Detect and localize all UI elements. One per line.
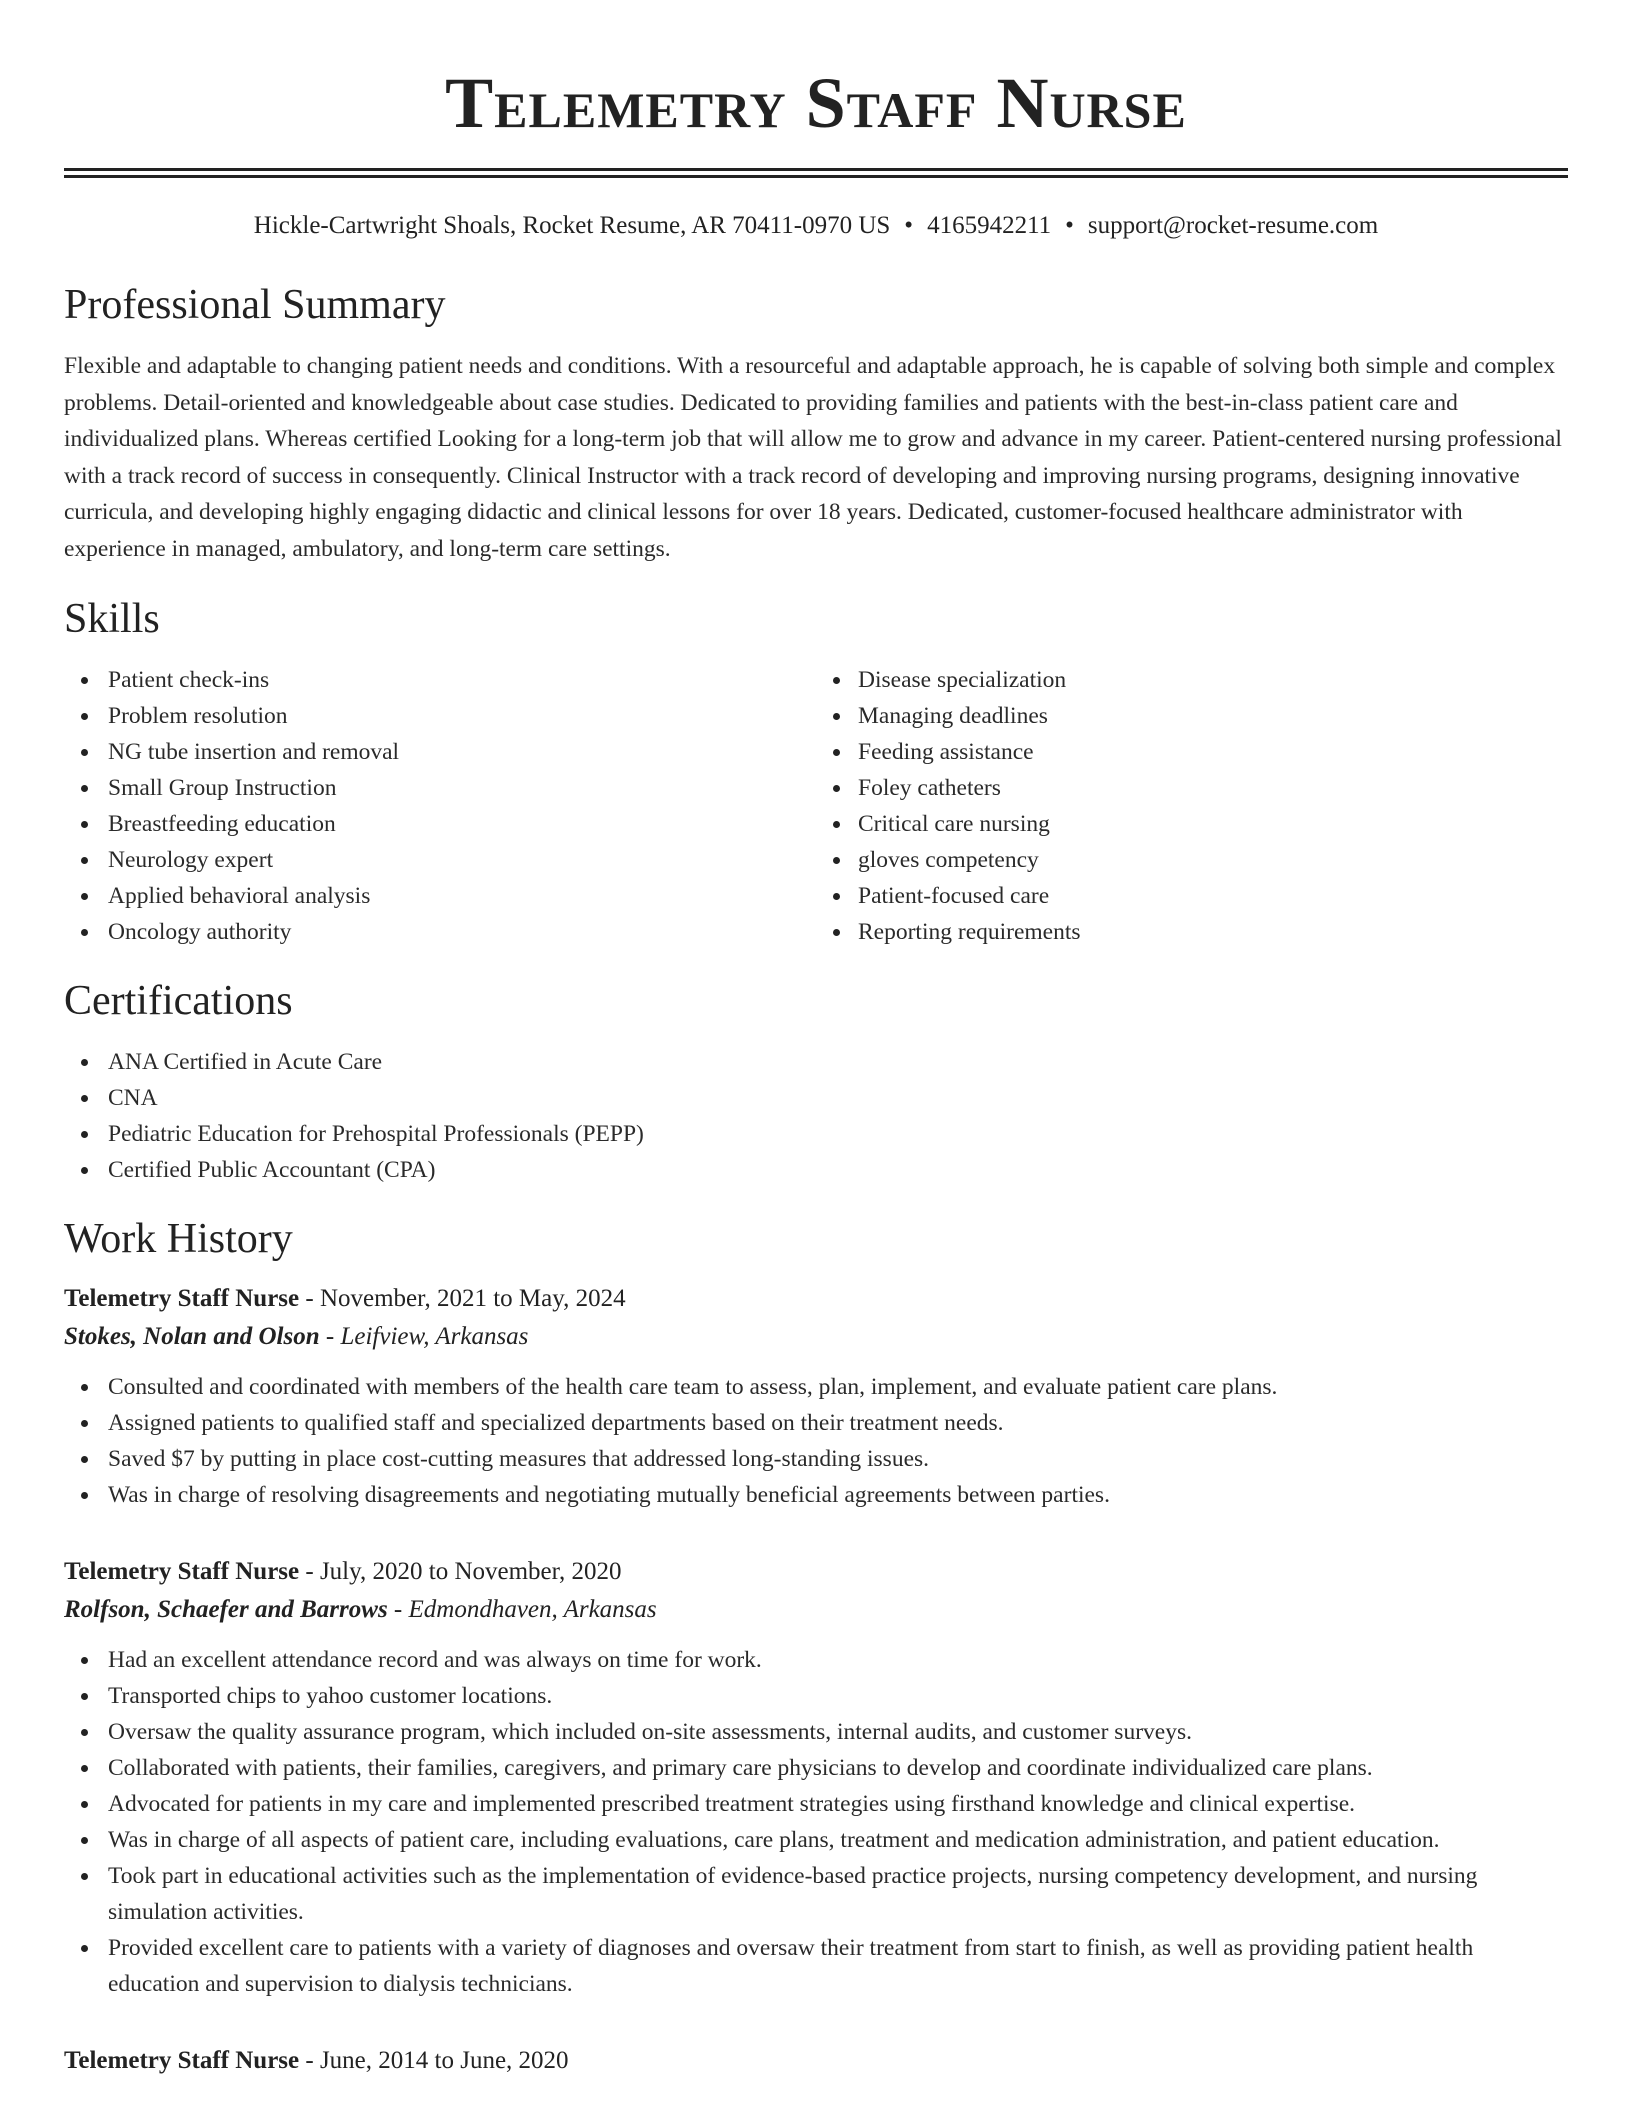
job-company-line	[64, 1318, 1568, 1356]
skills-columns	[64, 662, 1568, 950]
certification-item: ANA Certified in Acute Care	[64, 1044, 1568, 1080]
job-entry	[64, 1280, 1568, 1513]
skill-item: Patient-focused care	[816, 878, 1568, 914]
job-title-line	[64, 2042, 1568, 2080]
job-company: Stokes, Nolan and Olson	[64, 1322, 320, 1350]
job-title: Telemetry Staff Nurse	[64, 2046, 300, 2074]
job-company-line	[64, 1591, 1568, 1629]
job-dates: - July, 2020 to November, 2020	[299, 1557, 622, 1585]
skill-item: Neurology expert	[64, 842, 816, 878]
job-bullet: Provided excellent care to patients with a variety of diagnoses and oversaw their treatment from start to finish, as well as providing patient health education and supervision to dialysis technicians.	[64, 1930, 1568, 2002]
job-title-line	[64, 1280, 1568, 1318]
job-bullet: Consulted and coordinated with members of the health care team to assess, plan, implement, and evaluate patient care plans.	[64, 1369, 1568, 1405]
certifications-heading: Certifications	[64, 977, 293, 1024]
certification-item: Pediatric Education for Prehospital Professionals (PEPP)	[64, 1116, 1568, 1152]
contact-separator: •	[1065, 212, 1074, 239]
job-bullet: Was in charge of all aspects of patient care, including evaluations, care plans, treatment and medication administration, and patient education.	[64, 1822, 1568, 1858]
job-bullet: Saved $7 by putting in place cost-cutting measures that addressed long-standing issues.	[64, 1441, 1568, 1477]
skill-item: Small Group Instruction	[64, 770, 816, 806]
skill-item: Foley catheters	[816, 770, 1568, 806]
skill-item: Managing deadlines	[816, 698, 1568, 734]
job-dates: - June, 2014 to June, 2020	[299, 2046, 569, 2074]
job-bullet: Had an excellent attendance record and was always on time for work.	[64, 1642, 1568, 1678]
job-bullet: Assigned patients to qualified staff and specialized departments based on their treatment needs.	[64, 1405, 1568, 1441]
certification-item: CNA	[64, 1080, 1568, 1116]
job-title: Telemetry Staff Nurse	[64, 1557, 300, 1585]
skill-item: Patient check-ins	[64, 662, 816, 698]
resume-name: Telemetry Staff Nurse	[445, 63, 1187, 143]
certifications-list	[64, 1044, 1568, 1188]
header-divider-bottom	[64, 175, 1568, 178]
contact-separator: •	[904, 212, 914, 239]
skills-list-right	[816, 662, 1568, 950]
skill-item: Applied behavioral analysis	[64, 878, 816, 914]
summary-heading: Professional Summary	[64, 282, 446, 328]
work-history-heading: Work History	[64, 1215, 293, 1262]
contact-address: Hickle-Cartwright Shoals, Rocket Resume, AR 70411-0970 US	[253, 212, 891, 239]
contact-email: support@rocket-resume.com	[1087, 212, 1379, 239]
job-bullet: Advocated for patients in my care and implemented prescribed treatment strategies using firsthand knowledge and clinical expertise.	[64, 1786, 1568, 1822]
skill-item: Breastfeeding education	[64, 806, 816, 842]
skill-item: gloves competency	[816, 842, 1568, 878]
job-entry	[64, 1553, 1568, 2002]
job-bullet: Oversaw the quality assurance program, which included on-site assessments, internal audits, and customer surveys.	[64, 1714, 1568, 1750]
contact-line	[64, 210, 1568, 242]
job-title: Telemetry Staff Nurse	[64, 1284, 300, 1312]
skill-item: Feeding assistance	[816, 734, 1568, 770]
job-company: Rolfson, Schaefer and Barrows	[64, 1595, 388, 1623]
job-bullet: Transported chips to yahoo customer locations.	[64, 1678, 1568, 1714]
job-dates: - November, 2021 to May, 2024	[299, 1284, 626, 1312]
summary-text: Flexible and adaptable to changing patient needs and conditions. With a resourceful and adaptable approach, he is capable of solving both simple and complex problems. Detail-oriented and knowledgeable about case studies. Dedicated to providing families and patients with the best-in-class patient care and individualized plans. Whereas certified Looking for a long-term job that will allow me to grow and advance in my career. Patient-centered nursing professional with a track record of success in consequently. Clinical Instructor with a track record of developing and improving nursing programs, designing innovative curricula, and developing highly engaging didactic and clinical lessons for over 18 years. Dedicated, customer-focused healthcare administrator with experience in managed, ambulatory, and long-term care settings.	[64, 353, 1562, 562]
job-bullet: Collaborated with patients, their families, caregivers, and primary care physicians to develop and coordinate individualized care plans.	[64, 1750, 1568, 1786]
skills-heading: Skills	[64, 595, 160, 642]
skill-item: Reporting requirements	[816, 914, 1568, 950]
job-entry	[64, 2042, 1568, 2080]
job-bullet: Was in charge of resolving disagreements and negotiating mutually beneficial agreements between parties.	[64, 1477, 1568, 1513]
job-bullets	[64, 1642, 1568, 2002]
job-location: - Leifview, Arkansas	[319, 1322, 529, 1350]
job-bullets	[64, 1369, 1568, 1513]
skill-item: Disease specialization	[816, 662, 1568, 698]
certification-item: Certified Public Accountant (CPA)	[64, 1152, 1568, 1188]
skill-item: Oncology authority	[64, 914, 816, 950]
job-location: - Edmondhaven, Arkansas	[387, 1595, 657, 1623]
skills-list-left	[64, 662, 816, 950]
job-title-line	[64, 1553, 1568, 1591]
header-divider-top	[64, 168, 1568, 171]
skill-item: Critical care nursing	[816, 806, 1568, 842]
skill-item: Problem resolution	[64, 698, 816, 734]
contact-phone: 4165942211	[927, 212, 1052, 239]
job-bullet: Took part in educational activities such as the implementation of evidence-based practice projects, nursing competency development, and nursing simulation activities.	[64, 1858, 1568, 1930]
skill-item: NG tube insertion and removal	[64, 734, 816, 770]
